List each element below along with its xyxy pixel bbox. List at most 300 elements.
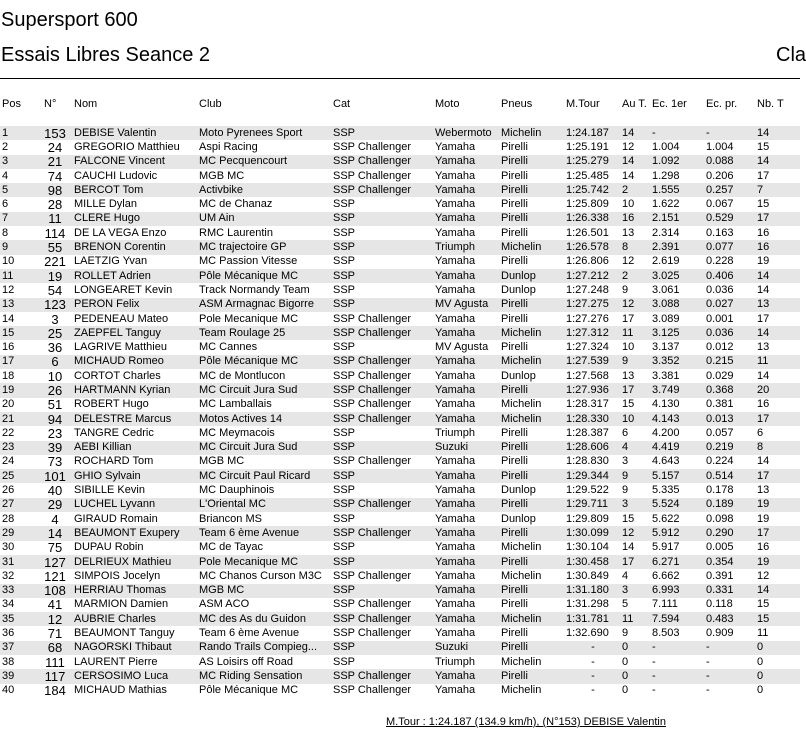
cell-category: SSP [331, 212, 433, 226]
cell-lap-count: 13 [757, 341, 770, 354]
col-header-bike: Moto [435, 97, 460, 110]
cell-lap-of-best: 12 [620, 526, 650, 540]
cell-best-lap: 1:31.781 [564, 612, 620, 626]
cell-gap-first: - [650, 669, 704, 683]
cell-gap-first: 4.143 [650, 412, 704, 426]
cell-lap-count: 14 [755, 326, 800, 340]
cell-number: 24 [47, 139, 63, 155]
cell-lap-of-best: 11 [620, 326, 650, 340]
cell-lap-count: 19 [755, 498, 800, 512]
cell-lap-count: 16 [757, 226, 770, 239]
cell-gap-previous: 0.178 [706, 484, 734, 497]
cell-club: MC Circuit Jura Sud [197, 441, 331, 455]
cell-lap-count: 17 [757, 312, 770, 325]
cell-best-lap: 1:30.104 [566, 541, 609, 554]
table-row [0, 455, 800, 469]
cell-lap-count: 17 [755, 212, 800, 226]
cell-gap-first: 4.643 [652, 455, 680, 468]
cell-gap-first: 8.503 [652, 627, 680, 640]
cell-gap-first: 6.271 [650, 555, 704, 569]
cell-best-lap: 1:30.458 [564, 555, 620, 569]
cell-lap-of-best: 9 [622, 627, 629, 640]
cell-club: Pole Mecanique MC [199, 312, 299, 325]
table-row [0, 626, 800, 640]
cell-bike: Yamaha [433, 155, 499, 169]
cell-club: MC Chanos Curson M3C [199, 569, 322, 582]
cell-lap-of-best: 13 [622, 369, 635, 382]
cell-rider-name: PERON Felix [72, 298, 197, 312]
cell-bike: Suzuki [433, 641, 499, 655]
cell-lap-of-best: 3 [620, 584, 650, 598]
cell-rider-name: FALCONE Vincent [72, 155, 197, 169]
cell-number: 4 [51, 511, 59, 527]
cell-best-lap: - [564, 669, 620, 683]
cell-best-lap: 1:27.539 [564, 355, 620, 369]
cell-gap-previous: 0.391 [706, 569, 734, 582]
cell-lap-count: 16 [757, 398, 770, 411]
cell-tyres: Pirelli [499, 498, 564, 512]
cell-category: SSP Challenger [333, 398, 412, 411]
cell-pos: 19 [0, 383, 36, 397]
cell-lap-of-best: 9 [622, 484, 629, 497]
cell-tyres: Pirelli [501, 455, 528, 468]
cell-club: Rando Trails Compieg... [197, 641, 331, 655]
cell-bike: Yamaha [435, 398, 476, 411]
cell-gap-first: 5.157 [650, 469, 704, 483]
cell-gap-previous: 0.257 [704, 183, 755, 197]
cell-lap-of-best: 14 [620, 126, 650, 140]
cell-number: 74 [47, 168, 63, 184]
cell-number: 153 [36, 126, 72, 140]
cell-gap-previous: 0.005 [706, 541, 734, 554]
cell-lap-count: 11 [757, 627, 769, 640]
cell-club: MC des As du Guidon [197, 612, 331, 626]
cell-pos: 10 [2, 255, 15, 268]
table-header-row [0, 96, 800, 111]
cell-tyres: Michelin [499, 326, 564, 340]
cell-gap-first: 5.524 [650, 498, 704, 512]
cell-tyres: Michelin [501, 398, 542, 411]
cell-club: MC de Montlucon [199, 369, 286, 382]
cell-best-lap: - [591, 655, 595, 668]
cell-category: SSP Challenger [333, 369, 412, 382]
cell-gap-previous: 0.098 [706, 512, 734, 525]
best-lap-summary: M.Tour : 1:24.187 (134.9 km/h), (N°153) DEBISE Valentin [386, 716, 666, 728]
table-row [0, 326, 800, 340]
cell-gap-previous: 0.909 [706, 627, 734, 640]
cell-gap-first: 1.004 [652, 140, 680, 153]
cell-gap-first: - [650, 126, 704, 140]
cell-club: Motos Actives 14 [197, 412, 331, 426]
cell-lap-count: 19 [755, 555, 800, 569]
cell-club: Briancon MS [199, 512, 262, 525]
cell-number: 94 [36, 412, 72, 426]
cell-category: SSP [333, 226, 356, 239]
cell-lap-count: 14 [755, 155, 800, 169]
cell-pos: 37 [0, 641, 36, 655]
table-row [0, 126, 800, 140]
cell-gap-previous: 0.368 [704, 383, 755, 397]
cell-category: SSP Challenger [333, 140, 412, 153]
cell-gap-first: 3.749 [650, 383, 704, 397]
table-row [0, 584, 800, 598]
cell-gap-first: 3.125 [650, 326, 704, 340]
cell-bike: Yamaha [435, 541, 476, 554]
cell-tyres: Michelin [499, 355, 564, 369]
cell-best-lap: 1:27.212 [564, 269, 620, 283]
cell-gap-first: 6.662 [652, 569, 680, 582]
cell-lap-count: 0 [757, 684, 764, 697]
cell-category: SSP [333, 255, 356, 268]
cell-category: SSP [331, 126, 433, 140]
cell-gap-previous: 0.406 [704, 269, 755, 283]
table-row [0, 197, 800, 211]
cell-club: Team 6 ème Avenue [199, 627, 300, 640]
cell-rider-name: ROLLET Adrien [72, 269, 197, 283]
cell-best-lap: - [591, 684, 595, 697]
cell-pos: 3 [0, 155, 36, 169]
cell-lap-of-best: 4 [620, 441, 650, 455]
cell-bike: Webermoto [433, 126, 499, 140]
cell-lap-of-best: 12 [622, 140, 635, 153]
cell-rider-name: MILLE Dylan [74, 198, 137, 211]
cell-category: SSP Challenger [333, 312, 412, 325]
cell-gap-previous: - [706, 655, 710, 668]
cell-gap-previous: 0.514 [704, 469, 755, 483]
cell-lap-count: 17 [755, 469, 800, 483]
cell-pos: 7 [0, 212, 36, 226]
cell-club: MC Cannes [199, 341, 258, 354]
cell-gap-first: 3.061 [652, 283, 680, 296]
cell-bike: Yamaha [433, 269, 499, 283]
cell-pos: 9 [0, 240, 36, 254]
cell-club: MGB MC [199, 455, 245, 468]
cell-gap-first: 2.151 [650, 212, 704, 226]
cell-lap-of-best: 6 [622, 426, 629, 439]
cell-tyres: Pirelli [499, 155, 564, 169]
cell-gap-previous: 0.331 [704, 584, 755, 598]
cell-lap-count: 16 [757, 541, 770, 554]
cell-best-lap: 1:31.180 [564, 584, 620, 598]
cell-lap-of-best: 4 [622, 569, 629, 582]
table-row [0, 240, 800, 254]
cell-lap-count: 14 [755, 269, 800, 283]
cell-rider-name: TANGRE Cedric [74, 426, 154, 439]
table-row [0, 412, 800, 426]
cell-bike: Yamaha [435, 283, 476, 296]
cell-bike: Yamaha [435, 226, 476, 239]
col-header-tyres: Pneus [501, 97, 533, 110]
cell-lap-of-best: 15 [622, 398, 635, 411]
cell-rider-name: BEAUMONT Tanguy [74, 627, 175, 640]
cell-category: SSP [331, 641, 433, 655]
cell-category: SSP Challenger [331, 498, 433, 512]
cell-gap-first: 4.130 [652, 398, 680, 411]
cell-number: 117 [36, 669, 72, 683]
col-header-pos: Pos [2, 97, 21, 110]
cell-lap-of-best: 8 [620, 240, 650, 254]
cell-gap-first: 3.088 [650, 298, 704, 312]
cell-rider-name: GHIO Sylvain [72, 469, 197, 483]
cell-best-lap: 1:27.248 [566, 283, 609, 296]
cell-gap-first: 1.092 [650, 155, 704, 169]
cell-category: SSP [331, 441, 433, 455]
cell-best-lap: 1:27.936 [564, 383, 620, 397]
cell-bike: Yamaha [433, 555, 499, 569]
cell-pos: 29 [0, 526, 36, 540]
cell-gap-previous: 0.483 [704, 612, 755, 626]
cell-tyres: Dunlop [501, 283, 536, 296]
cell-category: SSP Challenger [331, 526, 433, 540]
cell-gap-first: - [652, 655, 656, 668]
cell-number: 71 [47, 626, 63, 642]
cell-tyres: Pirelli [501, 426, 528, 439]
cell-bike: Yamaha [433, 355, 499, 369]
cell-pos: 23 [0, 441, 36, 455]
cell-gap-previous: 0.118 [706, 598, 733, 611]
cell-tyres: Pirelli [499, 212, 564, 226]
cell-rider-name: BEAUMONT Exupery [72, 526, 197, 540]
cell-lap-of-best: 2 [620, 269, 650, 283]
cell-tyres: Pirelli [499, 669, 564, 683]
cell-rider-name: LAGRIVE Matthieu [74, 341, 167, 354]
table-row [0, 684, 800, 698]
cell-best-lap: 1:29.522 [566, 484, 609, 497]
cell-lap-of-best: 9 [620, 469, 650, 483]
cell-club: MC Passion Vitesse [199, 255, 298, 268]
cell-bike: Yamaha [433, 526, 499, 540]
cell-bike: Yamaha [433, 469, 499, 483]
cell-best-lap: 1:26.501 [566, 226, 609, 239]
cell-number: 123 [36, 298, 72, 312]
cell-gap-previous: 0.206 [706, 169, 734, 182]
cell-gap-first: 7.594 [650, 612, 704, 626]
cell-pos: 30 [2, 541, 15, 554]
col-header-category: Cat [333, 97, 351, 110]
cell-tyres: Pirelli [499, 526, 564, 540]
cell-club: MC Pecquencourt [197, 155, 331, 169]
cell-club: MC trajectoire GP [197, 240, 331, 254]
cell-club: MC Riding Sensation [197, 669, 331, 683]
cell-best-lap: 1:30.099 [564, 526, 620, 540]
cell-category: SSP Challenger [331, 155, 433, 169]
cell-lap-count: 14 [757, 369, 770, 382]
cell-rider-name: BERCOT Tom [72, 183, 197, 197]
cell-number: 28 [47, 197, 63, 213]
cell-gap-previous: 0.215 [704, 355, 755, 369]
cell-category: SSP Challenger [331, 355, 433, 369]
cell-lap-of-best: 16 [620, 212, 650, 226]
cell-number: 51 [47, 397, 63, 413]
cell-best-lap: 1:30.849 [566, 569, 609, 582]
cell-rider-name: GIRAUD Romain [74, 512, 158, 525]
cell-rider-name: DELRIEUX Mathieu [72, 555, 197, 569]
table-row [0, 169, 800, 183]
cell-rider-name: LAETZIG Yvan [74, 255, 148, 268]
cell-club: MC de Tayac [199, 541, 263, 554]
col-header-number: N° [44, 97, 57, 110]
cell-gap-previous: 0.354 [704, 555, 755, 569]
col-header-gap-first: Ec. 1er [652, 97, 687, 110]
cell-rider-name: CLERE Hugo [72, 212, 197, 226]
cell-tyres: Pirelli [499, 555, 564, 569]
cell-gap-previous: 0.189 [704, 498, 755, 512]
cell-lap-count: 6 [757, 426, 764, 439]
cell-number: 40 [47, 483, 63, 499]
cell-club: L'Oriental MC [197, 498, 331, 512]
cell-best-lap: 1:29.809 [566, 512, 609, 525]
header-divider [0, 78, 800, 79]
cell-bike: Yamaha [433, 383, 499, 397]
table-row [0, 641, 800, 655]
col-header-lap-of-best: Au T. [622, 97, 647, 110]
table-row [0, 612, 800, 626]
cell-lap-count: 15 [757, 140, 770, 153]
cell-category: SSP Challenger [331, 183, 433, 197]
cell-number: 26 [36, 383, 72, 397]
cell-pos: 35 [0, 612, 36, 626]
cell-pos: 28 [2, 512, 15, 525]
cell-bike: Yamaha [435, 455, 476, 468]
cell-bike: Suzuki [433, 441, 499, 455]
cell-number: 111 [45, 654, 65, 670]
cell-lap-of-best: 3 [622, 455, 629, 468]
cell-bike: Yamaha [435, 569, 476, 582]
cell-gap-first: 3.089 [652, 312, 680, 325]
cell-pos: 12 [2, 283, 15, 296]
cell-rider-name: CORTOT Charles [74, 369, 161, 382]
cell-category: SSP Challenger [331, 326, 433, 340]
cell-gap-previous: 0.219 [704, 441, 755, 455]
cell-lap-of-best: 17 [620, 555, 650, 569]
cell-rider-name: SIBILLE Kevin [74, 484, 145, 497]
cell-tyres: Pirelli [501, 312, 528, 325]
cell-lap-of-best: 0 [622, 655, 629, 668]
cell-number: 21 [36, 155, 72, 169]
table-row [0, 555, 800, 569]
cell-tyres: Pirelli [499, 183, 564, 197]
cell-club: ASM Armagnac Bigorre [197, 298, 331, 312]
cell-bike: Yamaha [433, 669, 499, 683]
cell-lap-of-best: 0 [622, 684, 629, 697]
cell-pos: 15 [0, 326, 36, 340]
cell-number: 108 [36, 584, 72, 598]
cell-gap-previous: 0.036 [706, 283, 734, 296]
cell-bike: Yamaha [433, 412, 499, 426]
cell-pos: 38 [2, 655, 15, 668]
cell-pos: 40 [2, 684, 15, 697]
cell-gap-first: - [652, 684, 656, 697]
cell-category: SSP [333, 198, 356, 211]
session-title: Essais Libres Seance 2 [1, 44, 211, 66]
table-row [0, 655, 800, 669]
cell-best-lap: 1:29.344 [564, 469, 620, 483]
cell-gap-previous: - [706, 684, 710, 697]
cell-lap-count: 17 [755, 526, 800, 540]
cell-best-lap: 1:27.312 [564, 326, 620, 340]
cell-category: SSP Challenger [331, 669, 433, 683]
cell-pos: 26 [2, 484, 15, 497]
cell-rider-name: HARTMANN Kyrian [72, 383, 197, 397]
cell-number: 11 [36, 212, 72, 226]
cell-tyres: Pirelli [501, 598, 528, 611]
cell-best-lap: 1:28.317 [566, 398, 609, 411]
cell-bike: Yamaha [435, 598, 476, 611]
cell-gap-previous: 0.224 [706, 455, 734, 468]
cell-best-lap: 1:26.806 [566, 255, 609, 268]
cell-category: SSP [333, 341, 356, 354]
table-row [0, 498, 800, 512]
cell-gap-previous: 0.228 [706, 255, 734, 268]
table-row [0, 340, 800, 354]
table-row [0, 269, 800, 283]
cell-bike: Triumph [435, 655, 475, 668]
table-row [0, 469, 800, 483]
cell-lap-count: 14 [755, 584, 800, 598]
cell-category: SSP [333, 283, 356, 296]
cell-tyres: Michelin [501, 655, 542, 668]
cell-number: 75 [47, 540, 63, 556]
cell-lap-count: 11 [755, 355, 800, 369]
cell-club: ASM ACO [199, 598, 250, 611]
cell-tyres: Michelin [499, 412, 564, 426]
cell-tyres: Dunlop [501, 484, 536, 497]
cell-tyres: Pirelli [499, 469, 564, 483]
col-header-club: Club [199, 97, 222, 110]
cell-bike: Yamaha [435, 512, 476, 525]
cell-club: UM Ain [197, 212, 331, 226]
cell-lap-count: 17 [755, 412, 800, 426]
cell-gap-previous: 0.001 [706, 312, 734, 325]
cell-bike: Yamaha [433, 212, 499, 226]
table-row [0, 283, 800, 297]
cell-best-lap: 1:28.330 [564, 412, 620, 426]
cell-rider-name: DUPAU Robin [74, 541, 144, 554]
table-row [0, 569, 800, 583]
cell-rider-name: NAGORSKI Thibaut [72, 641, 197, 655]
cell-gap-previous: 0.029 [706, 369, 734, 382]
cell-tyres: Michelin [501, 541, 542, 554]
cell-number: 127 [36, 555, 72, 569]
cell-pos: 4 [2, 169, 9, 182]
cell-pos: 24 [2, 455, 15, 468]
cell-number: 39 [36, 441, 72, 455]
cell-pos: 1 [0, 126, 36, 140]
cell-club: Pôle Mécanique MC [197, 269, 331, 283]
cell-pos: 33 [0, 584, 36, 598]
cell-pos: 16 [2, 341, 15, 354]
cell-rider-name: CAUCHI Ludovic [74, 169, 158, 182]
cell-pos: 11 [0, 269, 36, 283]
cell-lap-of-best: 0 [620, 641, 650, 655]
cell-club: MC Meymacois [199, 426, 275, 439]
cell-gap-previous: 0.088 [704, 155, 755, 169]
cell-club: Pôle Mécanique MC [199, 684, 299, 697]
cell-best-lap: 1:25.742 [564, 183, 620, 197]
cell-lap-of-best: 14 [620, 155, 650, 169]
cell-lap-of-best: 0 [620, 669, 650, 683]
cell-rider-name: DEBISE Valentin [72, 126, 197, 140]
cell-bike: MV Agusta [433, 298, 499, 312]
cell-lap-count: 15 [757, 198, 770, 211]
cell-number: 36 [47, 340, 63, 356]
cell-lap-of-best: 12 [620, 298, 650, 312]
cell-lap-count: 0 [757, 655, 764, 668]
cell-tyres: Pirelli [501, 140, 528, 153]
cell-pos: 2 [2, 140, 9, 153]
cell-gap-first: 6.993 [650, 584, 704, 598]
col-header-lap-count: Nb. T [757, 97, 784, 110]
